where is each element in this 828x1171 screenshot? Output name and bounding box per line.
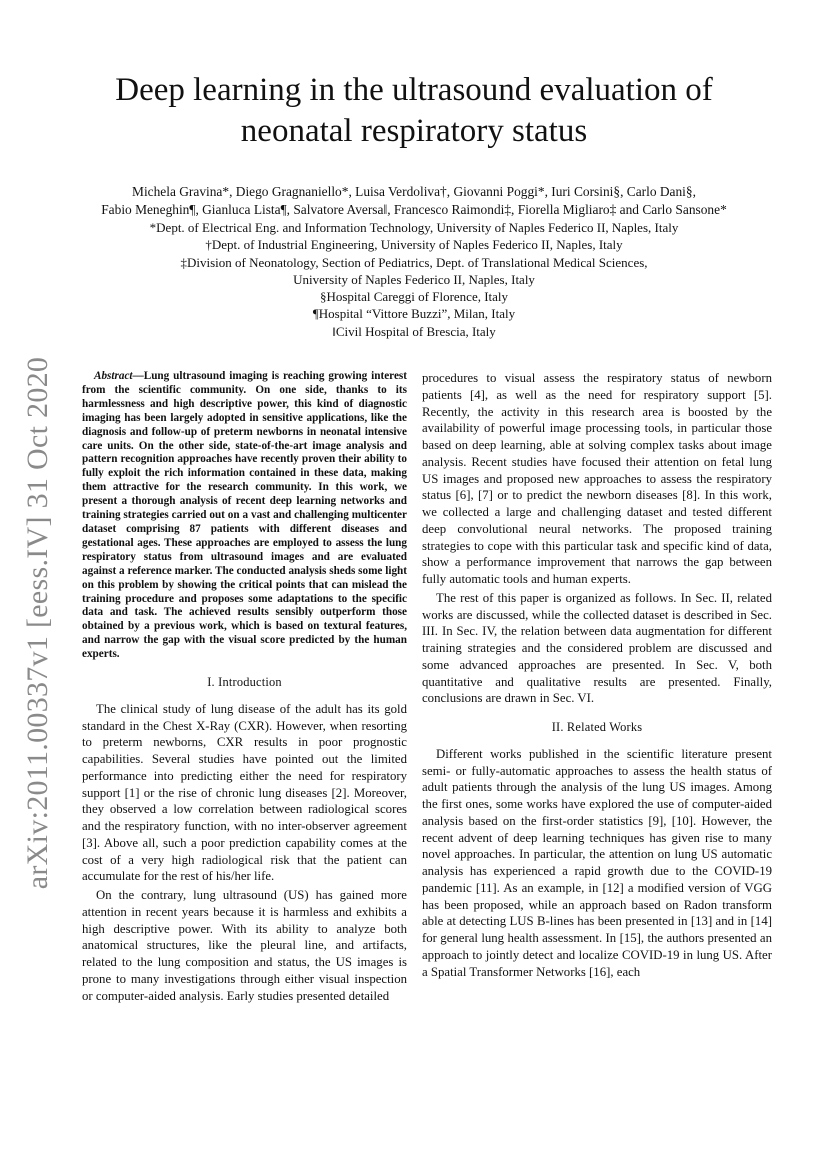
left-column — [82, 370, 407, 1006]
authors-line-1: Michela Gravina*, Diego Gragnaniello*, Luisa Verdoliva†, Giovanni Poggi*, Iuri Corsini§, Carlo Dani§, — [132, 184, 696, 199]
abstract-text: —Lung ultrasound imaging is reaching growing interest from the scientific community. On one side, thanks to its harmlessness and high descriptive power, this kind of diagnostic imaging has been largely adopted in sensitive applications, like the diagnosis and follow-up of preterm newborns in neonatal intensive care units. On the other side, state-of-the-art image analysis and pattern recognition approaches have recently proven their ability to fully exploit the rich information contained in these data, making them attractive for the research community. In this work, we present a thorough analysis of recent deep learning networks and training strategies carried out on a vast and challenging multicenter dataset comprising 87 patients with different diseases and gestational ages. These approaches are employed to assess the lung respiratory status from ultrasound images and are evaluated against a reference marker. The conducted analysis sheds some light on this problem by showing the critical points that can mislead the training procedure and proposes some adaptations to the specific data and task. The achieved results sensibly outperform those obtained by a previous work, which is based on textural features, and narrow the gap with the visual score predicted by the human experts. — [82, 370, 407, 661]
authors-line-2: Fabio Meneghin¶, Gianluca Lista¶, Salvatore Aversa‖, Francesco Raimondi‡, Fiorella Migliaro‡ and Carlo Sansone* — [101, 201, 727, 217]
intro-paragraph-4: The rest of this paper is organized as follows. In Sec. II, related works are discussed, while the collected dataset is described in Sec. III. In Sec. IV, the relation between data augmentation for different training strategies and the considered problem are discussed and some advanced approaches are presented. In Sec. V, both quantitative and qualitative results are presented. Finally, conclusions are drawn in Sec. VI. — [422, 590, 772, 706]
related-works-paragraph-1: Different works published in the scientific literature present semi- or fully-automatic approaches to assess the health status of adult patients through the analysis of the lung US images. Among the first ones, some works have explored the use of computer-aided analysis based on the first-order statistics [9], [10]. However, the recent advent of deep learning techniques has given rise to many novel approaches. In particular, the attention on lung US automatic analysis has experienced a rapid growth due to the COVID-19 pandemic [11]. As an example, in [12] a modified version of VGG has been proposed, while an approach based on Radon transform able at detecting LUS B-lines has been presented in [13] and in [14] for general lung health assessment. In [15], the authors presented an approach to jointly detect and localize COVID-19 in lung US. After a Spatial Transformer Networks [16], each — [422, 746, 772, 979]
affiliations — [50, 219, 778, 340]
affiliation-5: §Hospital Careggi of Florence, Italy — [319, 289, 509, 305]
affiliation-2: †Dept. of Industrial Engineering, University of Naples Federico II, Naples, Italy — [205, 237, 623, 253]
affiliation-7: ‖Civil Hospital of Brescia, Italy — [332, 323, 496, 339]
arxiv-identifier — [18, 356, 58, 889]
affiliation-6: ¶Hospital “Vittore Buzzi”, Milan, Italy — [312, 306, 516, 322]
section-heading-related-works: II. Related Works — [551, 720, 643, 734]
intro-paragraph-2: On the contrary, lung ultrasound (US) has gained more attention in recent years because it is harmless and exhibits a high descriptive power. With its ability to analyze both anatomical structures, like the pleural line, and artifacts, related to the lung composition and status, the US images is prone to many investigations through either visual inspection or computer-aided analysis. Early studies presented detailed — [82, 888, 407, 1003]
paper-title: Deep learning in the ultrasound evaluation of neonatal respiratory status — [115, 72, 713, 149]
section-heading-introduction: I. Introduction — [207, 675, 282, 690]
author-list — [50, 183, 778, 218]
intro-paragraph-1: The clinical study of lung disease of the adult has its gold standard in the Chest X-Ray (CXR). However, when resorting to preterm newborns, CXR results in poor prognostic capabilities. Several studies have pointed out the limited performance into predicting either the need for respiratory support [1] or the rise of chronic lung diseases [2]. Moreover, they observed a low correlation between radiological scores and the respiratory function, with no inter-observer agreement [3]. Above all, such a poor prediction capability comes at the cost of a very high radiological risk that the patient can accumulate for the rest of his/her life. — [82, 701, 407, 884]
right-column — [422, 370, 772, 982]
intro-paragraph-3: procedures to visual assess the respiratory status of newborn patients [4], as well as the need for respiratory support [5]. Recently, the activity in this research area is boosted by the availability of powerful image processing tools, in particular those based on deep learning, able at solving complex tasks about image analysis. Recent studies have focused their attention on fetal lung US images and proposed new approaches to assess the respiratory status [6], [7] or to predict the newborn diseases [8]. In this work, we collected a large and challenging dataset and tested different deep convolutional neural networks. The proposed training strategies to cope with this particular task and specific kind of data, show a performance improvement that narrows the gap between fully automatic tools and human experts. — [422, 371, 772, 586]
affiliation-1: *Dept. of Electrical Eng. and Information Technology, University of Naples Federico II, Naples, Italy — [149, 220, 679, 235]
affiliation-4: University of Naples Federico II, Naples, Italy — [293, 271, 535, 287]
arxiv-identifier-text: arXiv:2011.00337v1 [eess.IV] 31 Oct 2020 — [21, 356, 54, 889]
affiliation-3: ‡Division of Neonatology, Section of Pediatrics, Dept. of Translational Medical Sciences, — [180, 254, 648, 270]
abstract-label: Abstract — [94, 370, 133, 382]
abstract — [82, 370, 407, 662]
